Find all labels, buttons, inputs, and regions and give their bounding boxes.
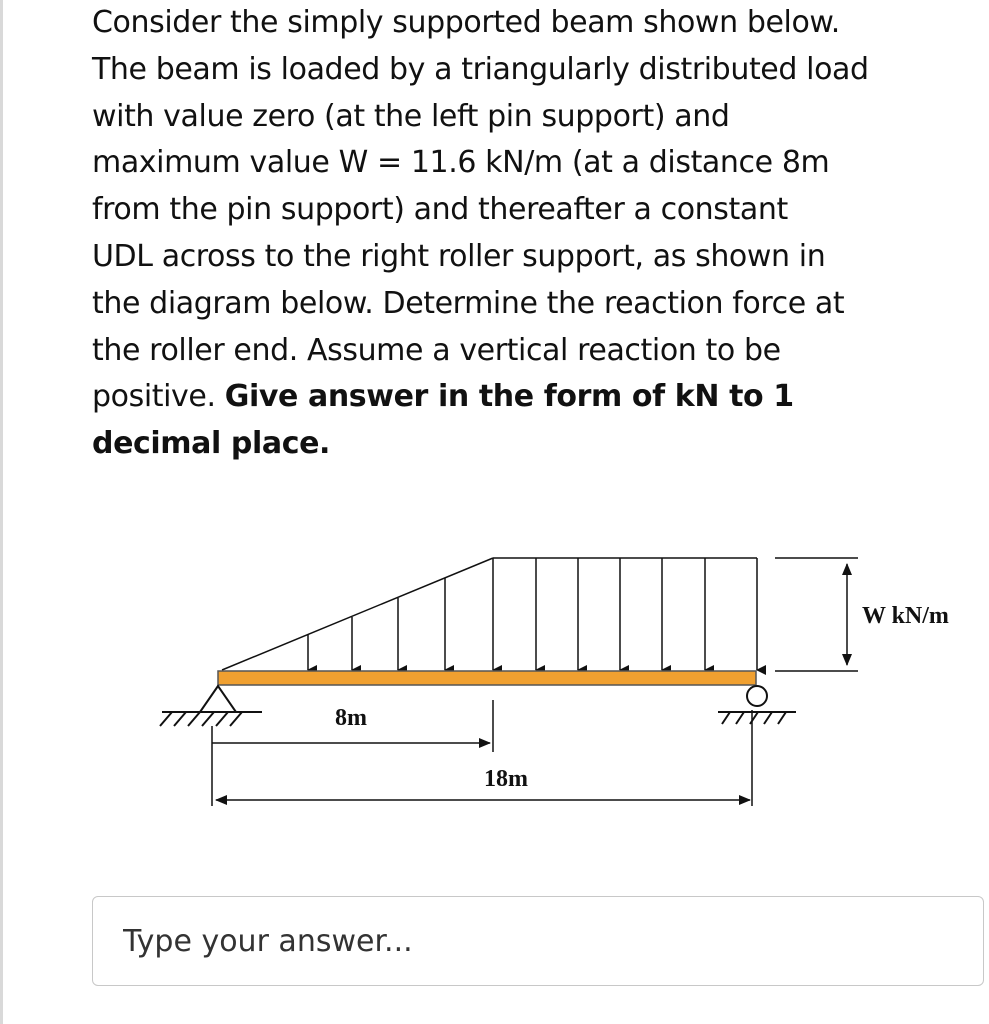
beam-diagram bbox=[0, 540, 989, 830]
answer-box[interactable] bbox=[92, 896, 984, 986]
distributed-load bbox=[222, 558, 757, 670]
question-line-3: with value zero (at the left pin support) and bbox=[92, 98, 730, 134]
pin-triangle bbox=[200, 686, 236, 712]
answer-input[interactable] bbox=[93, 897, 983, 985]
beam bbox=[218, 671, 756, 685]
load-label: W kN/m bbox=[862, 603, 949, 629]
question-text bbox=[92, 0, 982, 468]
dim-label-8m: 8m bbox=[335, 705, 367, 731]
question-line-1: Consider the simply supported beam shown below. bbox=[92, 5, 840, 40]
question-line-4: maximum value W = 11.6 kN/m (at a distance 8m bbox=[92, 145, 830, 181]
question-line-9-bold: Give answer in the form of kN to 1 bbox=[224, 379, 794, 415]
question-line-10 bbox=[92, 421, 982, 468]
roller-circle bbox=[747, 686, 767, 706]
question-line-6: UDL across to the right roller support, as shown in bbox=[92, 238, 826, 274]
question-line-10-bold: decimal place. bbox=[92, 426, 331, 462]
question-line-9 bbox=[92, 374, 982, 421]
question-line-8: the roller end. Assume a vertical reaction to be bbox=[92, 332, 781, 368]
roller-support bbox=[718, 686, 796, 724]
dimension-lines bbox=[212, 700, 752, 806]
question-line-9-plain: positive. bbox=[92, 379, 225, 415]
question-line-5: from the pin support) and thereafter a constant bbox=[92, 192, 788, 228]
pin-support bbox=[160, 686, 262, 726]
load-magnitude-indicator bbox=[775, 558, 858, 671]
dim-label-18m: 18m bbox=[484, 766, 528, 792]
triangular-load-slope bbox=[222, 558, 493, 670]
question-line-7: the diagram below. Determine the reaction force at bbox=[92, 285, 845, 321]
load-arrows bbox=[308, 558, 757, 670]
page-left-border bbox=[0, 0, 3, 1024]
question-line-2: The beam is loaded by a triangularly distributed load bbox=[92, 51, 869, 87]
